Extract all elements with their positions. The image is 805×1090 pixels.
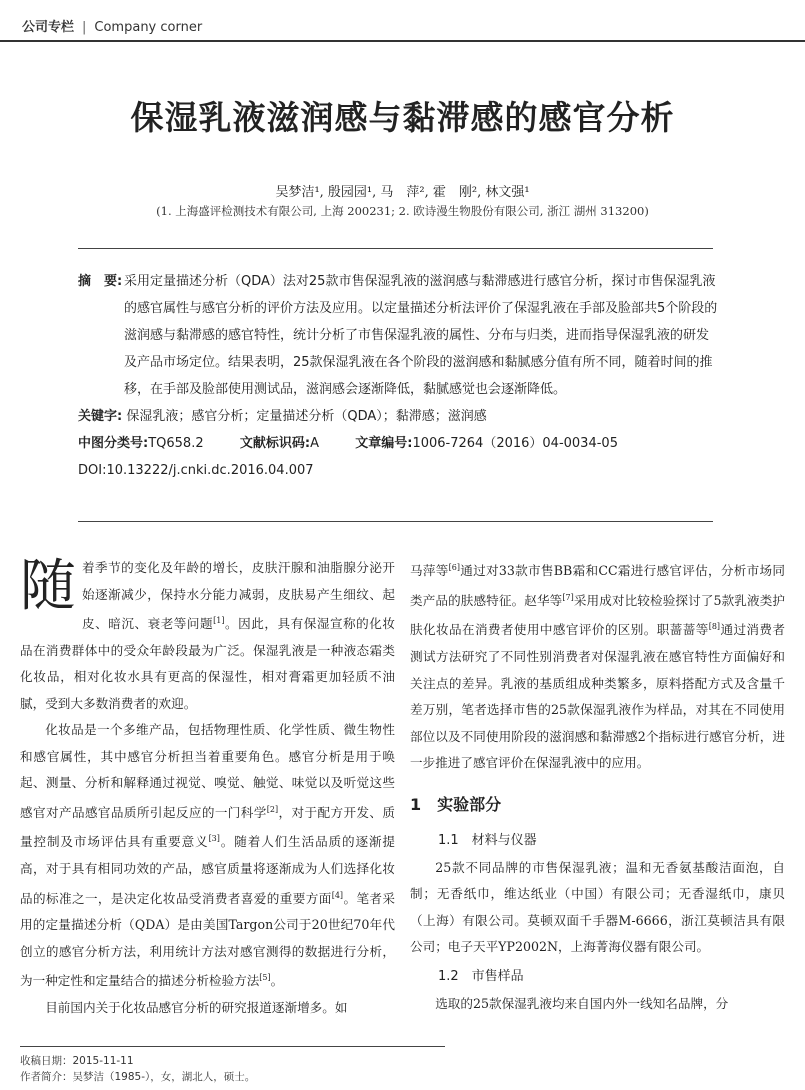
clc-value: TQ658.2 [148,436,204,451]
affiliation: (1. 上海盛评检测技术有限公司, 上海 200231; 2. 欧诗漫生物股份有限公司, 浙江 湖州 313200) [156,204,649,218]
citation-5: [5] [259,973,271,983]
article-no-value: 1006-7264（2016）04-0034-05 [412,436,618,451]
abstract-block [78,268,718,484]
intro-paragraph: 随着季节的变化及年龄的增长，皮肤汗腺和油脂腺分泌开始逐渐减少，保持水分能力减弱，皮肤易产生细纹、起皮、暗沉、衰老等问题[1]。因此，具有保湿宣称的化妆品在消费群体中的受众年龄段最为广泛。保湿乳液是一种液态霜类化妆品，相对化妆水具有更高的保湿性，相对膏霜更加轻质不油腻，受到大多数消费者的欢迎。 [20,554,396,711]
body-left-column [20,555,395,1021]
footnote-rule [20,1046,445,1047]
author-bio: 作者简介：吴梦洁（1985-），女，湖北人，硕士。 [20,1071,256,1083]
subsection-heading-1-1: 1.1 材料与仪器 [438,832,537,848]
doi-label: DOI: [78,463,107,478]
section-header [22,16,202,35]
paragraph-3: 目前国内关于化妆品感官分析的研究报道逐渐增多。如 [45,999,348,1015]
clc-label: 中图分类号: [78,436,149,451]
keywords-label: 关键字: [78,409,123,424]
section-label-en: Company corner [94,20,203,35]
citation-3: [3] [208,834,220,844]
doi-value: 10.13222/j.cnki.dc.2016.04.007 [106,463,314,478]
citation-4: [4] [331,890,344,900]
section-heading-1: 1 实验部分 [410,794,502,814]
section-label-cn: 公司专栏 [22,20,75,35]
citation-7: [7] [562,592,574,602]
drop-cap: 随 [20,554,76,619]
samples-paragraph: 选取的25款保湿乳液均来自国内外一线知名品牌，分 [435,995,729,1011]
body-right-column [410,555,785,1017]
header-rule [0,40,805,42]
citation-6: [6] [448,563,460,572]
doi-line [78,457,718,484]
citation-8: [8] [708,622,721,632]
abstract-label: 摘 要: [78,274,123,289]
abstract-text: 采用定量描述分析（QDA）法对25款市售保湿乳液的滋润感与黏滞感进行感官分析，探讨市售保湿乳液的感官属性与感官分析的评价方法及应用。以定量描述分析法评价了保湿乳液在手部及脸部共5个阶段的滋润感与黏滞感的感官特性，统计分析了市售保湿乳液的属性、分布与归类，进而指导保湿乳液的研发及产品市场定位。结果表明，25款保湿乳液在各个阶段的滋润感和黏腻感分值有所不同，随着时间的推移，在手部及脸部使用测试品，滋润感会逐渐降低，黏腻感觉也会逐渐降低。 [124,274,718,397]
doc-code-label: 文献标识码: [239,436,311,451]
citation-1: [1] [213,616,225,625]
keywords-text: 保湿乳液；感官分析；定量描述分析（QDA）；黏滞感；滋润感 [126,409,487,424]
keywords-line [78,403,718,430]
materials-paragraph: 25款不同品牌的市售保湿乳液；温和无香氨基酸洁面泡，自制；无香纸巾，维达纸业（中国）有限公司；无香湿纸巾，康贝（上海）有限公司。莫顿双面千手器M-6666，浙江莫顿洁具有限公司；电子天平YP2002N，上海菁海仪器有限公司。 [410,859,785,955]
author-list: 吴梦洁¹, 殷园园¹, 马 萍², 霍 刚², 林文强¹ [275,185,530,200]
abstract-top-rule [78,248,713,249]
paragraph-3-continued: 马萍等[6]通过对33款市售BB霜和CC霜进行感官评估，分析市场同类产品的肤感特征。赵华等[7]采用成对比较检验探讨了5款乳液类护肤化妆品在消费者使用中感官评价的区别。职蔷蔷等[8]通过消费者测试方法研究了不同性别消费者对保湿乳液在感官特性方面偏好和关注点的差异。乳液的基质组成种类繁多，原料搭配方式及含量千差万别，笔者选择市售的25款保湿乳液作为样品，对其在不同使用部位以及不同使用阶段的滋润感和黏滞感2个指标进行感官分析，进一步推进了感官评价在保湿乳液中的应用。 [410,563,786,771]
paragraph-2: 化妆品是一个多维产品，包括物理性质、化学性质、微生物性和感官属性，其中感官分析担当着重要角色。感官分析是用于唤起、测量、分析和解释通过视觉、嗅觉、触觉、味觉以及听觉这些感官对产品感官品质所引起反应的一门科学[2]，对于配方开发、质量控制及市场评估具有重要意义[3]。随着人们生活品质的逐渐提高，对于具有相同功效的产品，感官质量将逐渐成为人们选择化妆品的标准之一，是决定化妆品受消费者喜爱的重要方面[4]。笔者采用的定量描述分析（QDA）是由美国Targon公司于20世纪70年代创立的感官分析方法，利用统计方法对感官测得的数据进行分析，为一种定性和定量结合的描述分析检验方法[5]。 [20,722,396,989]
received-date: 收稿日期：2015-11-11 [20,1055,134,1067]
article-title: 保湿乳液滋润感与黏滞感的感官分析 [130,98,675,137]
subsection-heading-1-2: 1.2 市售样品 [438,968,524,984]
article-no-label: 文章编号: [355,436,413,451]
doc-code-value: A [310,436,319,451]
citation-2: [2] [266,804,279,814]
abstract-bottom-rule [78,521,713,522]
header-separator: | [82,20,87,35]
classification-line [78,430,718,457]
